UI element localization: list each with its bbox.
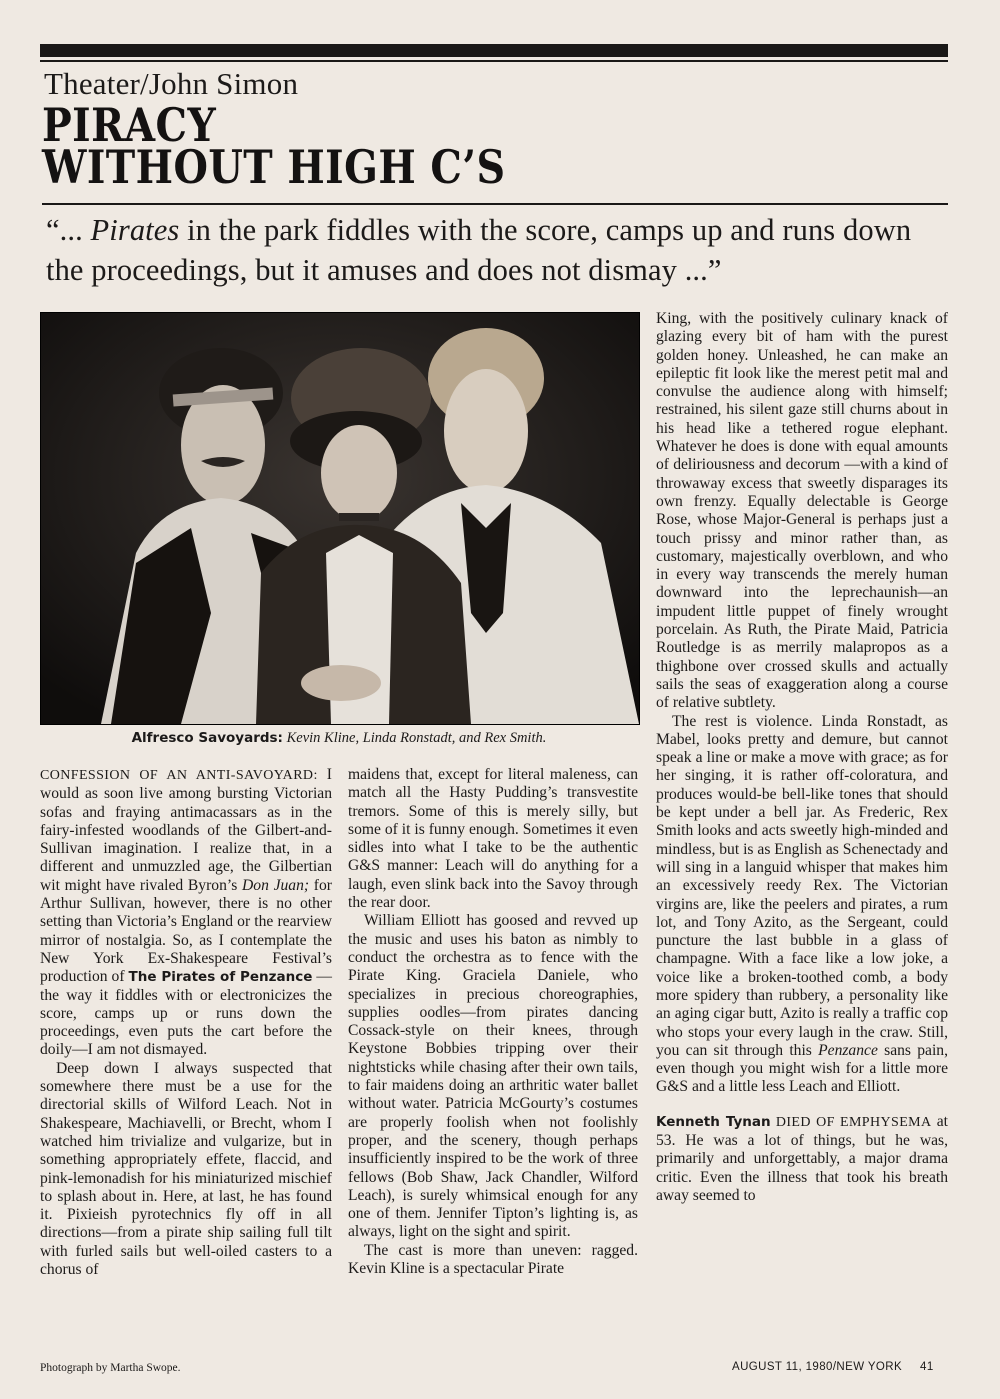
- section-rubric: Theater/John Simon: [44, 66, 299, 101]
- headline-line-1: PIRACY: [42, 98, 217, 152]
- paragraph: [656, 1113, 948, 1205]
- page-folio: [732, 1361, 934, 1373]
- page-number: 41: [920, 1361, 934, 1373]
- article-column-2: [348, 766, 638, 1278]
- photo-credit: Photograph by Martha Swope.: [40, 1362, 181, 1374]
- text-run: —the way it fiddles with or electronicizes the score, camps up or runs down the proceedings, even puts the cart before the doily—I am not dismayed.: [40, 968, 332, 1059]
- top-rule-heavy: [40, 44, 948, 57]
- paragraph: maidens that, except for literal maleness, can match all the Hasty Pudding’s transvestite tremors. Some of this is merely silly, but some of it is funny enough. Sometimes it even sidles into what I take to be the authentic G&S manner: Leach will do anything for a laugh, even slink back into the Savoy through the rear door.: [348, 766, 638, 912]
- italic-title: Penzance: [818, 1041, 878, 1059]
- paragraph: King, with the positively culinary knack of glazing every bit of ham with the purest golden honey. Unleashed, he can make an epileptic fit look like the merest petit mal and convulse the audience along with himself; restrained, his silent gaze still churns about in his head like a tethered rogue elephant. Whatever he does is done with equal amounts of deliriousness and decorum —with a kind of throwaway excess that sweetly disparages its own frenzy. Equally delectable is George Rose, whose Major-General is perhaps just a touch prissy and minor rather than, as customary, majestically overblown, and who in every way transcends the merely human downward into the leprechaunish—an impudent little puppet of finely wrought porcelain. As Ruth, the Pirate Maid, Patricia Routledge is as merrily malapropos as a thighbone over crossed skulls and actually sails the seas of exaggeration along a course of relative subtlety.: [656, 310, 948, 712]
- paragraph: William Elliott has goosed and revved up the music and uses his baton as nimbly to conduct the orchestra as to fence with the Pirate King. Graciela Daniele, who specializes in precious choreographies, supplies oodles—from pirates dancing Cossack-style on their knees, through Keystone Bobbies tripping over their nightsticks while chasing after their own tails, to fair maidens doing an arthritic water ballet without water. Patricia McGourty’s costumes are properly foolish when not foolishly proper, and the scenery, though perhaps insufficiently inspired to be the work of three fellows (Bob Shaw, Jack Chandler, Wilford Leach), is surely whimsical enough for any one of them. Jennifer Tipton’s lighting is, as always, light on the sight and spirit.: [348, 912, 638, 1241]
- article-headline: [42, 98, 506, 194]
- paragraph: Deep down I always suspected that somewhere there must be a use for the directorial skills of Wilford Leach. Not in Shakespeare, Machiavelli, or Brecht, whom I watched him trivialize and vulgarize, but in something appropriately effete, flaccid, and pink-lemonadish for his miniaturized mischief to splash about in. Here, at last, he has found it. Pixieish pyrotechnics fly off in all directions—from a pirate ship sailing full tilt with furled sails but well-oiled casters to a chorus of: [40, 1059, 332, 1279]
- pull-quote: [46, 210, 951, 290]
- text-run: sans pain, even though you might wish for a little more G&S and a little less Leach and Elliott.: [656, 1041, 949, 1096]
- top-rule-thin: [40, 60, 948, 62]
- text-run: at 53. He was a lot of things, but he was, primarily and unforgettably, a major drama critic. Even the illness that took his breath away seemed to: [656, 1112, 948, 1204]
- pull-quote-open: “...: [46, 213, 91, 247]
- cast-photo-illustration: [41, 313, 639, 724]
- article-column-1: [40, 766, 332, 1279]
- caption-label: Alfresco Savoyards:: [131, 730, 283, 746]
- issue-date: AUGUST 11, 1980/NEW YORK: [732, 1361, 903, 1373]
- text-run: The rest is violence. Linda Ronstadt, as Mabel, looks pretty and demure, but cannot speak a line or make a move with grace; as for her singing, it is rather off-coloratura, and produces would-be bell-like tones that should be kept under a bell jar. As Frederic, Rex Smith looks and acts sweetly high-minded and mindless, but is as English as Schenectady and will sing in a languid whisper that makes him an excessively reedy Rex. The Victorian virgins are, like the peelers and pirates, a rum lot, and Tony Azito, as the Sergeant, could puncture the last bubble in a glass of champagne. With a face like a low joke, a voice like a broken-toothed comb, a body more spidery than rubbery, a personality like an aging cigar butt, Azito is really a traffic cop who stops your every laugh in the craw. Still, you can sit through this: [656, 712, 948, 1059]
- lead-in: CONFESSION OF AN ANTI-SAVOYARD:: [40, 768, 318, 783]
- paragraph: [40, 766, 332, 1060]
- paragraph: [656, 713, 948, 1097]
- italic-title: Don Juan;: [242, 876, 310, 894]
- headline-rule: [42, 203, 948, 205]
- article-column-3: [656, 310, 948, 1205]
- lead-in: DIED OF EMPHYSEMA: [770, 1114, 932, 1130]
- show-title: The Pirates of Penzance: [128, 969, 313, 986]
- paragraph: The cast is more than uneven: ragged. Kevin Kline is a spectacular Pirate: [348, 1241, 638, 1278]
- caption-text: Kevin Kline, Linda Ronstadt, and Rex Smith.: [286, 730, 547, 746]
- pull-quote-title: Pirates: [90, 213, 180, 247]
- cast-photo: [40, 312, 640, 725]
- text-run: for Arthur Sullivan, however, there is no other setting than Victoria’s England or the rearview mirror of nostalgia. So, as I contemplate the New York Ex-Shakespeare Festival’s production of: [40, 876, 332, 986]
- text-run: I would as soon live among bursting Victorian sofas and fraying antimacassars as in the fairy-infested woodlands of the Gilbert-and-Sullivan imagination. I realize that, in a different and unmuzzled age, the Gilbertian wit might have rivaled Byron’s: [40, 766, 332, 894]
- subject-name: Kenneth Tynan: [656, 1113, 771, 1130]
- headline-line-2: WITHOUT HIGH C’S: [42, 140, 506, 194]
- photo-caption: [40, 730, 638, 747]
- pull-quote-text: in the park fiddles with the score, camps up and runs down the proceedings, but it amuses and does not dismay ...”: [46, 213, 912, 287]
